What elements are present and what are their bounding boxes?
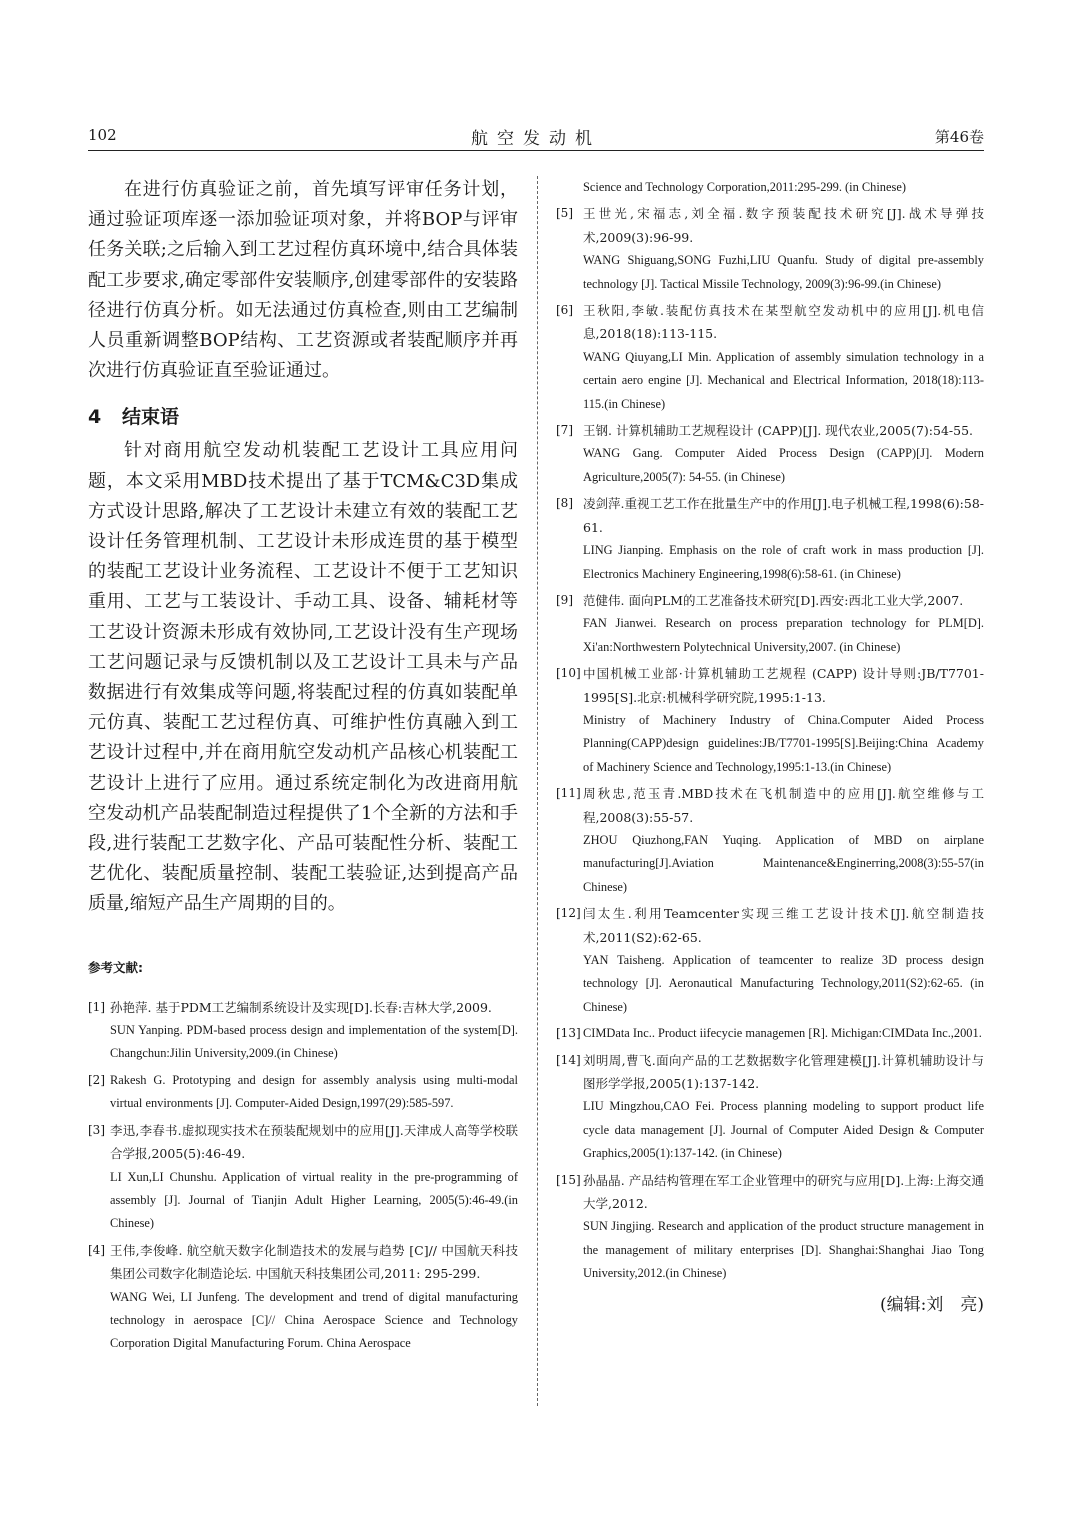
reference-number: [2] bbox=[88, 1072, 105, 1087]
reference-english: LING Jianping. Emphasis on the role of craft work in mass production [J]. Electronics Machinery Engineering,1998(6):58-61. (in Chinese) bbox=[583, 543, 984, 581]
section-title: 结束语 bbox=[122, 406, 180, 429]
reference-english: WANG Qiuyang,LI Min. Application of assembly simulation technology in a certain aero engine [J]. Mechanical and Electrical Information, 2018(18):113-115.(in Chinese) bbox=[583, 349, 984, 411]
reference-item bbox=[556, 419, 984, 489]
reference-chinese: 凌剑萍.重视工艺工作在批量生产中的作用[J].电子机械工程,1998(6):58-61. bbox=[583, 496, 984, 535]
reference-number: [9] bbox=[556, 592, 573, 607]
reference-number: [13] bbox=[556, 1026, 581, 1041]
reference-chinese: 刘明周,曹飞.面向产品的工艺数据数字化管理建模[J].计算机辅助设计与图形学学报,2005(1):137-142. bbox=[583, 1052, 984, 1092]
section-number: 4 bbox=[88, 406, 102, 429]
reference-chinese: 闫太生.利用Teamcenter实现三维工艺设计技术[J].航空制造技术,2011(S2):62-65. bbox=[583, 906, 984, 945]
reference-chinese: 范健伟. 面向PLM的工艺准备技术研究[D].西安:西北工业大学,2007. bbox=[583, 592, 964, 608]
reference-chinese: 王秋阳,李敏.装配仿真技术在某型航空发动机中的应用[J].机电信息,2018(18):113-115. bbox=[583, 303, 984, 342]
reference-english: ZHOU Qiuzhong,FAN Yuqing. Application of MBD on airplane manufacturing[J].Aviation Maintenance&Enginerring,2008(3):55-57(in Chinese) bbox=[583, 832, 984, 894]
reference-chinese: 周秋忠,范玉青.MBD技术在飞机制造中的应用[J].航空维修与工程,2008(3):55-57. bbox=[583, 786, 984, 825]
volume-label: 第46卷 bbox=[934, 128, 984, 146]
reference-chinese: 孙艳萍. 基于PDM工艺编制系统设计及实现[D].长春:吉林大学,2009. bbox=[110, 999, 492, 1015]
reference-number: [3] bbox=[88, 1122, 105, 1137]
reference-number: [12] bbox=[556, 906, 581, 921]
reference-english: Ministry of Machinery Industry of China.Computer Aided Process Planning(CAPP)design guidelines:JB/T7701-1995[S].Beijing:China Academy of Machinery Science and Technology,1995:1-13.(in Chinese) bbox=[583, 712, 984, 774]
reference-english: CIMData Inc.. Product iifecycie managemen [R]. Michigan:CIMData Inc.,2001. bbox=[583, 1026, 982, 1041]
reference-chinese: 王钢. 计算机辅助工艺规程设计 (CAPP)[J]. 现代农业,2005(7):54-55. bbox=[583, 423, 974, 439]
reference-item bbox=[88, 1069, 518, 1116]
reference-chinese: 李迅,李春书.虚拟现实技术在预装配规划中的应用[J].天津成人高等学校联合学报,2005(5):46-49. bbox=[110, 1122, 518, 1162]
reference-english: WANG Shiguang,SONG Fuzhi,LIU Quanfu. Study of digital pre-assembly technology [J]. Tactical Missile Technology, 2009(3):96-99.(in Chinese) bbox=[583, 253, 984, 291]
reference-number: [6] bbox=[556, 303, 573, 318]
reference-item bbox=[556, 1169, 984, 1286]
reference-number: [15] bbox=[556, 1172, 581, 1187]
reference-english: FAN Jianwei. Research on process preparation technology for PLM[D]. Xi'an:Northwestern Polytechnical University,2007. (in Chinese) bbox=[583, 616, 984, 654]
column-divider bbox=[537, 176, 538, 1406]
reference-item bbox=[556, 1049, 984, 1166]
reference-number: [8] bbox=[556, 496, 573, 511]
reference-item bbox=[88, 1239, 518, 1356]
reference-item bbox=[88, 996, 518, 1066]
reference-chinese: 王伟,李俊峰. 航空航天数字化制造技术的发展与趋势 [C]// 中国航天科技集团公司数字化制造论坛. 中国航天科技集团公司,2011: 295-299. bbox=[110, 1242, 518, 1282]
reference-english: LI Xun,LI Chunshu. Application of virtual reality in the pre-programming of assembly [J]. Journal of Tianjin Adult Higher Learning, 2005(5):46-49.(in Chinese) bbox=[110, 1169, 518, 1231]
page-header bbox=[88, 124, 984, 150]
header-rule bbox=[88, 150, 984, 151]
reference-number: [10] bbox=[556, 666, 581, 681]
reference-number: [14] bbox=[556, 1052, 581, 1067]
reference-item bbox=[556, 782, 984, 899]
reference-english: LIU Mingzhou,CAO Fei. Process planning modeling to support product life cycle data management [J]. Journal of Computer Aided Design & Computer Graphics,2005(1):137-142. (in Chinese) bbox=[583, 1099, 984, 1161]
left-column bbox=[88, 175, 518, 1359]
page-number: 102 bbox=[88, 126, 117, 144]
reference-english: YAN Taisheng. Application of teamcenter to realize 3D process design technology [J]. Aeronautical Manufacturing Technology,2011(S2):62-65. (in Chinese) bbox=[583, 953, 984, 1014]
references-title: 参考文献: bbox=[88, 959, 143, 975]
reference-item bbox=[556, 1022, 984, 1045]
reference-continuation: Science and Technology Corporation,2011:295-299. (in Chinese) bbox=[583, 180, 906, 194]
body-paragraph-2: 针对商用航空发动机装配工艺设计工具应用问题，本文采用MBD技术提出了基于TCM&C3D集成方式设计思路,解决了工艺设计未建立有效的装配工艺设计任务管理机制、工艺设计未形成连贯的基于模型的装配工艺设计业务流程、工艺设计不便于工艺知识重用、工艺与工装设计、手动工具、设备、辅耗材等工艺设计资源未形成有效协同,工艺设计没有生产现场工艺问题记录与反馈机制以及工艺设计工具未与产品数据进行有效集成等问题,将装配过程的仿真如装配单元仿真、装配工艺过程仿真、可维护性仿真融入到工艺设计过程中,并在商用航空发动机产品核心机装配工艺设计上进行了应用。通过系统定制化为改进商用航空发动机产品装配制造过程提供了1个全新的方法和手段,进行装配工艺数字化、产品可装配性分析、装配工艺优化、装配质量控制、装配工装验证,达到提高产品质量,缩短产品生产周期的目的。 bbox=[88, 440, 518, 915]
reference-english: SUN Jingjing. Research and application of the product structure management in the management of military enterprises [D]. Shanghai:Shanghai Jiao Tong University,2012.(in Chinese) bbox=[583, 1219, 984, 1281]
reference-item bbox=[556, 202, 984, 296]
journal-title: 航空发动机 bbox=[471, 129, 601, 149]
reference-item bbox=[556, 902, 984, 1019]
reference-item bbox=[556, 589, 984, 659]
reference-number: [5] bbox=[556, 206, 573, 221]
reference-item bbox=[88, 1119, 518, 1236]
reference-number: [11] bbox=[556, 786, 581, 801]
reference-english: WANG Gang. Computer Aided Process Design (CAPP)[J]. Modern Agriculture,2005(7): 54-55. (in Chinese) bbox=[583, 446, 984, 484]
reference-number: [4] bbox=[88, 1242, 105, 1257]
editor-note: (编辑:刘 亮) bbox=[880, 1294, 984, 1315]
reference-item bbox=[556, 492, 984, 586]
reference-english: SUN Yanping. PDM-based process design and implementation of the system[D]. Changchun:Jilin University,2009.(in Chinese) bbox=[110, 1023, 518, 1061]
right-column bbox=[556, 176, 984, 1315]
body-paragraph-1: 在进行仿真验证之前，首先填写评审任务计划，通过验证项库逐一添加验证项对象，并将BOP与评审任务关联;之后输入到工艺过程仿真环境中,结合具体装配工步要求,确定零部件安装顺序,创建零部件的安装路径进行仿真分析。如无法通过仿真检查,则由工艺编制人员重新调整BOP结构、工艺资源或者装配顺序并再次进行仿真验证直至验证通过。 bbox=[88, 179, 518, 382]
section-heading bbox=[88, 402, 518, 429]
reference-chinese: 王世光,宋福志,刘全福.数字预装配技术研究[J].战术导弹技术,2009(3):96-99. bbox=[583, 206, 984, 245]
reference-item bbox=[556, 662, 984, 779]
reference-number: [7] bbox=[556, 423, 573, 438]
reference-english: Rakesh G. Prototyping and design for assembly analysis using multi-modal virtual environments [J]. Computer-Aided Design,1997(29):585-597. bbox=[110, 1072, 518, 1111]
reference-chinese: 中国机械工业部·计算机辅助工艺规程 (CAPP) 设计导则:JB/T7701-1995[S].北京:机械科学研究院,1995:1-13. bbox=[583, 666, 984, 705]
reference-chinese: 孙晶晶. 产品结构管理在军工企业管理中的研究与应用[D].上海:上海交通大学,2012. bbox=[583, 1172, 984, 1212]
reference-number: [1] bbox=[88, 999, 105, 1014]
reference-english: WANG Wei, LI Junfeng. The development and trend of digital manufacturing technology in aerospace [C]// China Aerospace Science and Technology Corporation Digital Manufacturing Forum. China Aerospace bbox=[110, 1289, 518, 1351]
reference-item bbox=[556, 299, 984, 416]
